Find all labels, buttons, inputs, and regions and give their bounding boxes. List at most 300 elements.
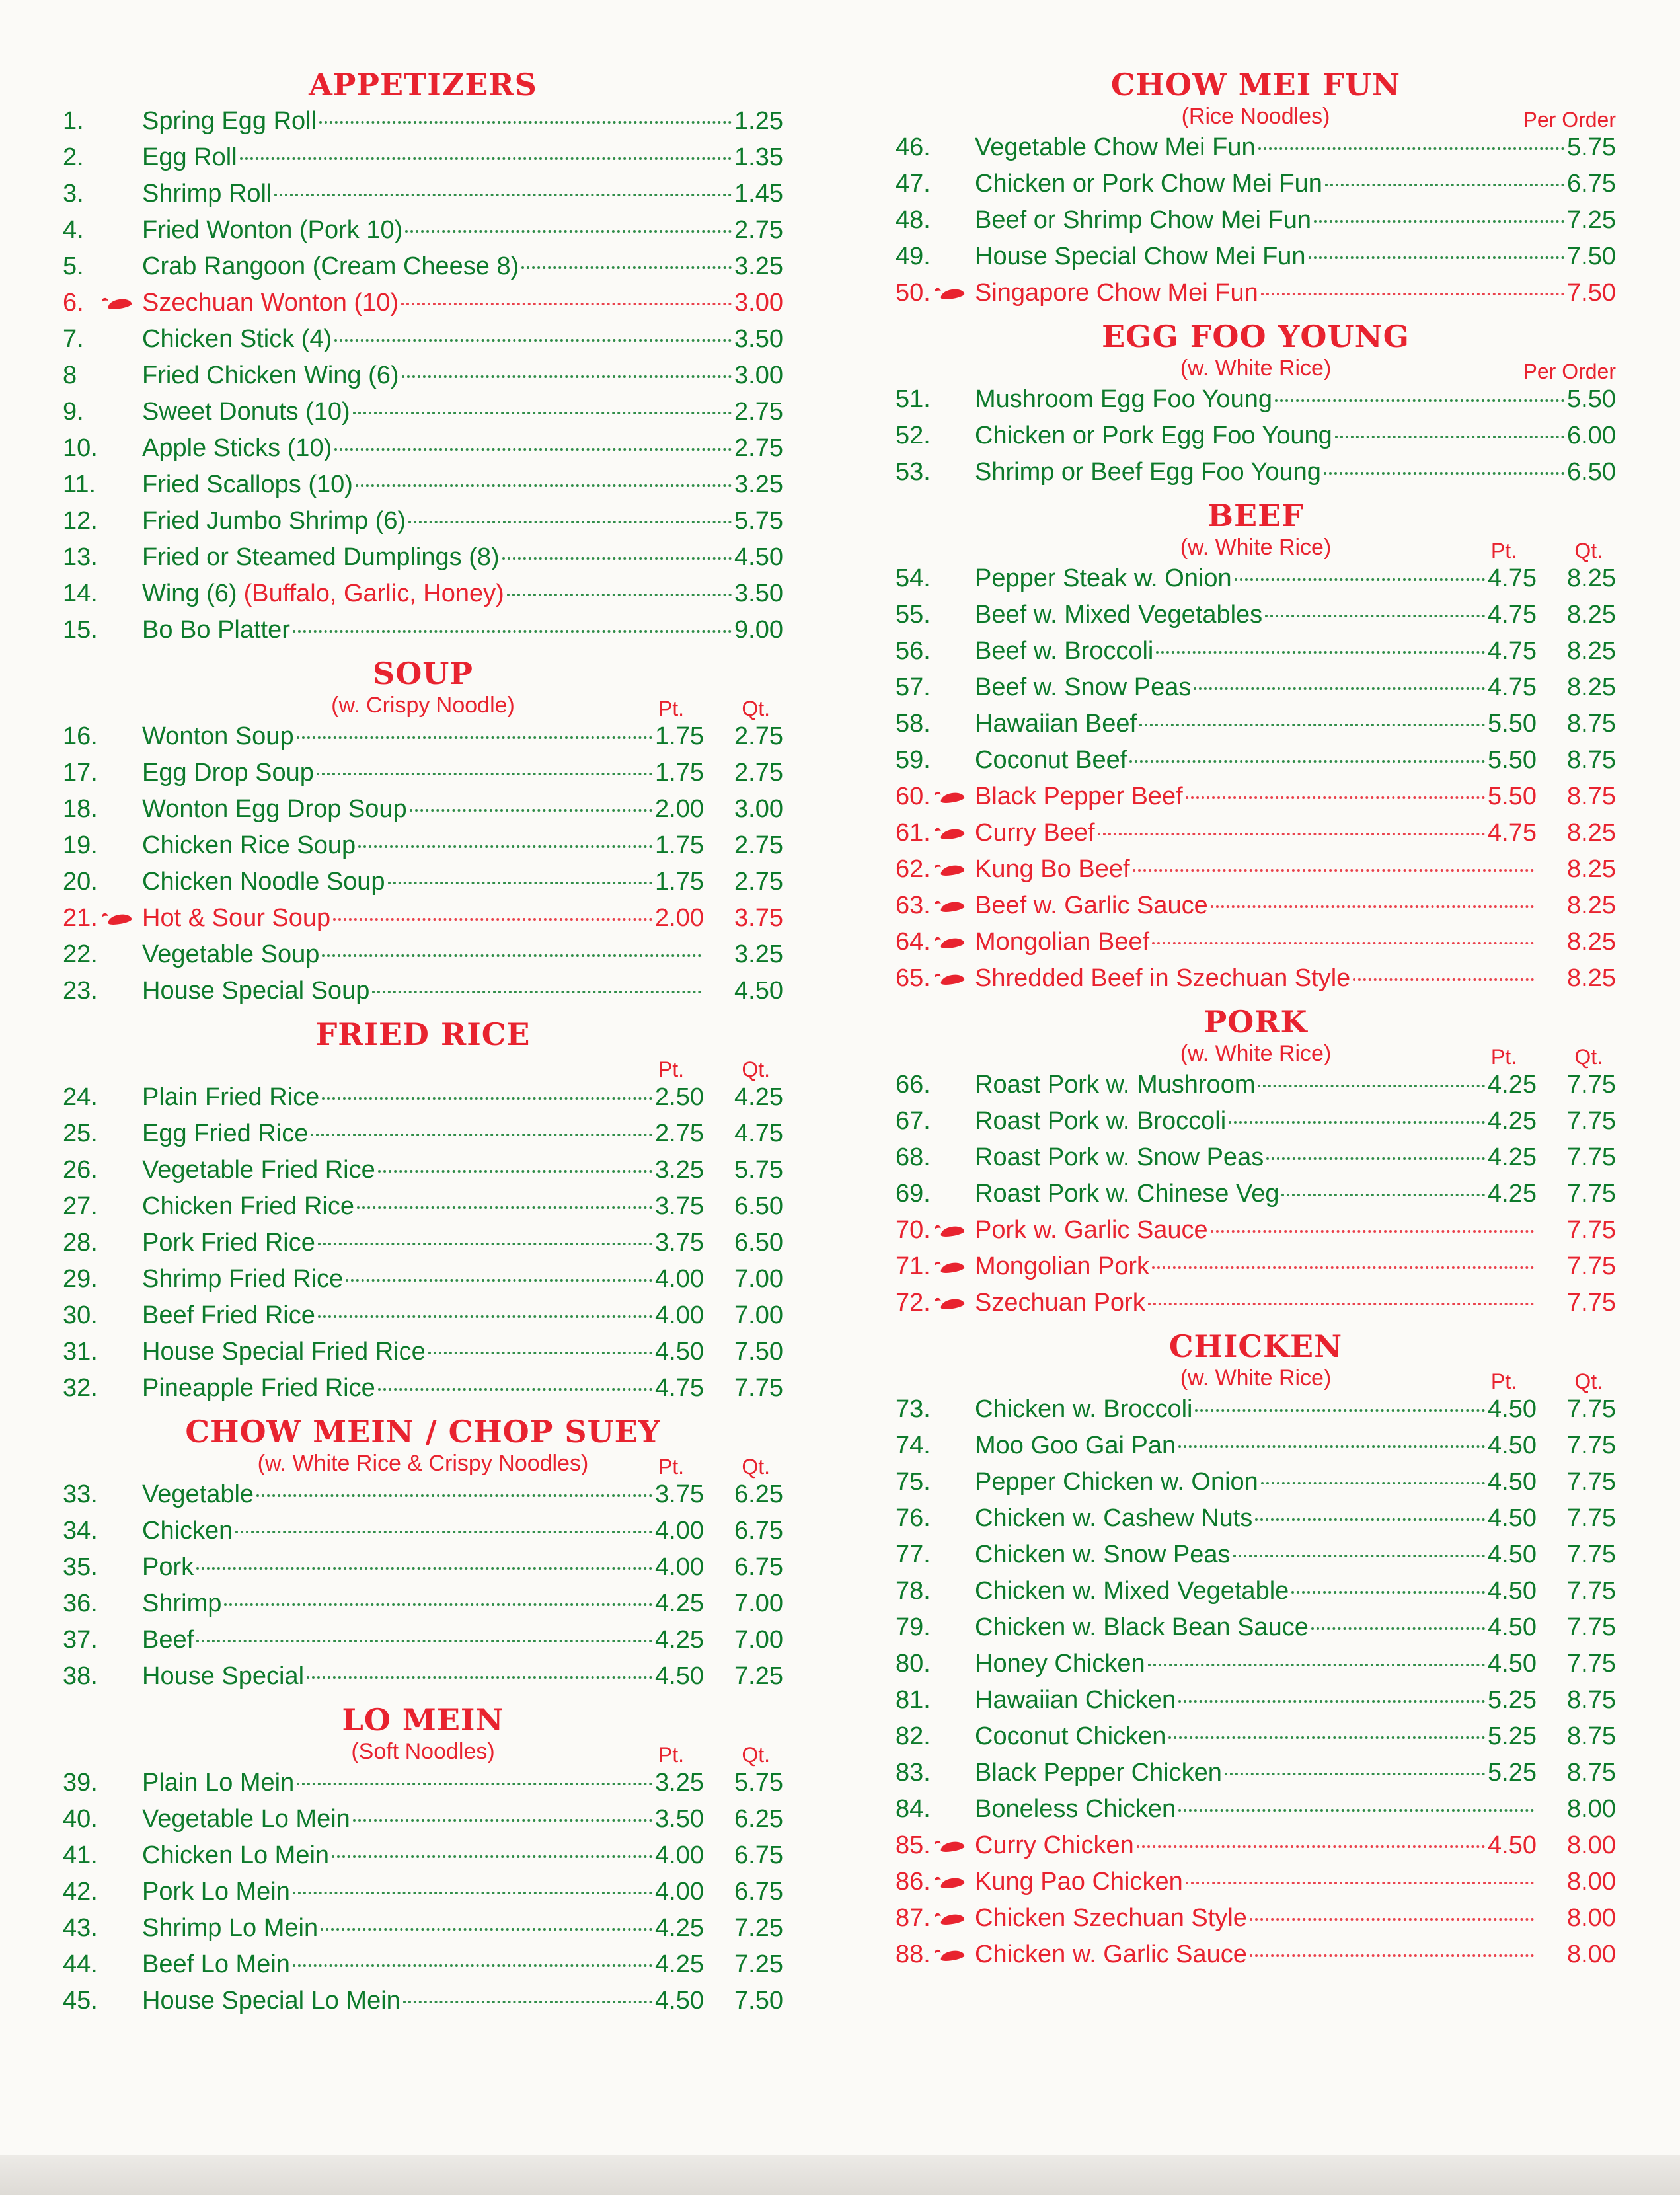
- item-name: Chicken w. Broccoli: [975, 1395, 1193, 1423]
- menu-item: [63, 755, 783, 791]
- item-price: 4.75: [1488, 819, 1537, 847]
- item-number: [63, 1765, 142, 1801]
- item-number: [63, 1658, 142, 1695]
- item-name: Egg Drop Soup: [142, 759, 314, 787]
- dot-leader: [293, 630, 732, 633]
- item-price: 1.25: [734, 107, 783, 135]
- dot-leader: [240, 157, 732, 160]
- dot-leader: [1314, 220, 1564, 223]
- item-price-quart: 7.75: [1567, 1613, 1616, 1641]
- dot-leader: [1186, 1882, 1534, 1884]
- dot-leader: [224, 1603, 652, 1606]
- dot-leader: [1266, 1157, 1485, 1160]
- item-price-quart: 8.75: [1567, 1686, 1616, 1714]
- item-number-text: 6.: [63, 289, 84, 317]
- dot-leader: [388, 882, 652, 884]
- menu-column-right: [896, 66, 1616, 1980]
- item-price-quart: 2.75: [734, 722, 783, 750]
- item-price: 4.50: [1488, 1395, 1537, 1423]
- item-number: [896, 888, 975, 924]
- item-number-text: 29.: [63, 1265, 98, 1293]
- item-price-quart: 6.25: [734, 1805, 783, 1833]
- item-number-text: 43.: [63, 1914, 98, 1942]
- item-number: [63, 791, 142, 828]
- item-price-quart: 7.75: [1567, 1468, 1616, 1496]
- item-number-text: 60.: [896, 783, 931, 810]
- item-name: Chicken: [142, 1517, 233, 1545]
- section-subheader: [896, 355, 1616, 381]
- dot-leader: [1225, 1773, 1485, 1775]
- item-price-quart: 3.25: [734, 941, 783, 968]
- item-number: [63, 103, 142, 139]
- item-number-text: 5.: [63, 252, 84, 280]
- item-price-quart: 7.25: [734, 1662, 783, 1690]
- item-number: [896, 1249, 975, 1285]
- dot-leader: [1281, 1194, 1485, 1196]
- item-price-quart: 8.25: [1567, 892, 1616, 919]
- item-number: [896, 924, 975, 960]
- item-number: [63, 1874, 142, 1910]
- item-price: 2.75: [734, 398, 783, 426]
- dot-leader: [235, 1531, 652, 1533]
- menu-item: [63, 103, 783, 139]
- dot-leader: [1178, 1700, 1485, 1703]
- item-price-quart: 7.75: [1567, 1577, 1616, 1605]
- item-name: Apple Sticks (10): [142, 434, 332, 462]
- hot-pepper-icon: [940, 791, 965, 804]
- item-price-quart: 2.75: [734, 759, 783, 787]
- item-price-quart: 7.00: [734, 1590, 783, 1617]
- item-number: [63, 394, 142, 430]
- menu-item: [63, 467, 783, 503]
- menu-item: [896, 1103, 1616, 1139]
- item-price: 4.50: [655, 1662, 704, 1690]
- menu-item: [63, 1188, 783, 1225]
- item-price: 2.75: [734, 216, 783, 244]
- item-number: [63, 539, 142, 576]
- item-number-text: 27.: [63, 1192, 98, 1220]
- item-name: Mongolian Beef: [975, 928, 1150, 956]
- item-number-text: 68.: [896, 1143, 931, 1171]
- menu-section: [896, 66, 1616, 311]
- dot-leader: [1178, 1445, 1485, 1448]
- item-price-quart: 2.75: [734, 831, 783, 859]
- item-name: Spring Egg Roll: [142, 107, 317, 135]
- dot-leader: [1235, 578, 1485, 581]
- menu-item: [896, 1500, 1616, 1537]
- dot-leader: [410, 809, 652, 812]
- dot-leader: [353, 412, 732, 414]
- dot-leader: [1137, 1845, 1485, 1848]
- dot-leader: [1133, 869, 1534, 872]
- item-number: [896, 960, 975, 997]
- dot-leader: [293, 1964, 652, 1967]
- item-number-text: 71.: [896, 1252, 931, 1280]
- section-subtitle: (w. White Rice): [1180, 1041, 1332, 1066]
- item-price: 6.50: [1567, 458, 1616, 486]
- item-number-text: 3.: [63, 180, 84, 208]
- item-price: 7.50: [1567, 243, 1616, 270]
- item-name: Plain Lo Mein: [142, 1769, 295, 1796]
- dot-leader: [319, 121, 732, 124]
- menu-item: [63, 1549, 783, 1586]
- item-price: 4.50: [1488, 1504, 1537, 1532]
- menu-item: [63, 1079, 783, 1116]
- item-number-text: 13.: [63, 543, 98, 571]
- menu-item: [63, 1261, 783, 1297]
- item-number-text: 75.: [896, 1468, 931, 1496]
- item-price-quart: 8.25: [1567, 964, 1616, 992]
- item-number-text: 37.: [63, 1626, 98, 1654]
- menu-item: [63, 1765, 783, 1801]
- section-subtitle: (w. White Rice & Crispy Noodles): [257, 1451, 589, 1476]
- item-number: [896, 1718, 975, 1755]
- item-price: 4.00: [655, 1265, 704, 1293]
- item-price-quart: 4.25: [734, 1083, 783, 1111]
- menu-item: [63, 430, 783, 467]
- item-price: 3.75: [655, 1481, 704, 1508]
- section-title: PORK: [1203, 1004, 1308, 1040]
- item-name: Wonton Soup: [142, 722, 294, 750]
- price-header-quart: Qt.: [1574, 1045, 1603, 1069]
- section-subheader: [896, 534, 1616, 560]
- item-name: Pork Fried Rice: [142, 1229, 315, 1256]
- item-price-quart: 8.25: [1567, 928, 1616, 956]
- dot-leader: [1156, 651, 1485, 654]
- item-name: Roast Pork w. Mushroom: [975, 1071, 1256, 1098]
- item-price: 3.25: [655, 1156, 704, 1184]
- item-name: Vegetable: [142, 1481, 254, 1508]
- item-number: [896, 1609, 975, 1646]
- item-name: Plain Fried Rice: [142, 1083, 320, 1111]
- item-price-quart: 7.75: [1567, 1541, 1616, 1568]
- menu-item: [896, 454, 1616, 490]
- hot-pepper-icon: [940, 288, 965, 301]
- item-number-text: 33.: [63, 1481, 98, 1508]
- item-price-quart: 8.25: [1567, 819, 1616, 847]
- item-number: [63, 828, 142, 864]
- price-header-pint: Pt.: [658, 1743, 684, 1767]
- item-number-text: 17.: [63, 759, 98, 787]
- item-number: [896, 815, 975, 851]
- hot-pepper-icon: [940, 1225, 965, 1238]
- item-price-quart: 2.75: [734, 868, 783, 896]
- menu-section: [63, 1016, 783, 1406]
- item-number-text: 81.: [896, 1686, 931, 1714]
- item-price: 5.25: [1488, 1759, 1537, 1787]
- dot-leader: [428, 1352, 652, 1354]
- item-number-text: 84.: [896, 1795, 931, 1823]
- item-number: [896, 1067, 975, 1103]
- menu-item: [896, 706, 1616, 742]
- item-name: Beef w. Broccoli: [975, 637, 1154, 665]
- item-price: 4.25: [655, 1590, 704, 1617]
- item-number-text: 50.: [896, 279, 931, 307]
- dot-leader: [256, 1494, 652, 1497]
- menu-item: [63, 791, 783, 828]
- section-subtitle: (w. White Rice): [1180, 356, 1332, 381]
- item-number: [896, 1176, 975, 1212]
- dot-leader: [1168, 1736, 1485, 1739]
- item-number-text: 4.: [63, 216, 84, 244]
- item-price: 4.50: [1488, 1831, 1537, 1859]
- item-number: [63, 1188, 142, 1225]
- dot-leader: [378, 1388, 652, 1391]
- item-number-text: 79.: [896, 1613, 931, 1641]
- hot-pepper-icon: [940, 828, 965, 841]
- dot-leader: [1194, 687, 1485, 690]
- item-name: Chicken Stick (4): [142, 325, 332, 353]
- item-name: Chicken Fried Rice: [142, 1192, 354, 1220]
- item-number: [896, 1464, 975, 1500]
- menu-item: [896, 239, 1616, 275]
- item-number: [896, 1573, 975, 1609]
- menu-item: [896, 779, 1616, 815]
- hot-pepper-icon: [940, 973, 965, 986]
- item-price-quart: 8.75: [1567, 710, 1616, 738]
- item-price-quart: 6.75: [734, 1517, 783, 1545]
- item-name: Chicken w. Mixed Vegetable: [975, 1577, 1289, 1605]
- item-price-quart: 6.50: [734, 1192, 783, 1220]
- item-price-quart: 7.75: [1567, 1504, 1616, 1532]
- item-price: 3.25: [734, 252, 783, 280]
- item-price-quart: 8.25: [1567, 674, 1616, 701]
- item-name: Chicken w. Snow Peas: [975, 1541, 1231, 1568]
- item-price: 4.75: [1488, 564, 1537, 592]
- menu-item: [896, 1791, 1616, 1828]
- item-number-text: 61.: [896, 819, 931, 847]
- item-name: House Special Soup: [142, 977, 370, 1005]
- item-price: 3.25: [734, 471, 783, 498]
- item-name: Boneless Chicken: [975, 1795, 1176, 1823]
- menu-item: [63, 394, 783, 430]
- section-subtitle: (w. Crispy Noodle): [331, 693, 515, 718]
- item-name: Roast Pork w. Broccoli: [975, 1107, 1227, 1135]
- dot-leader: [1178, 1809, 1534, 1812]
- item-number-text: 34.: [63, 1517, 98, 1545]
- item-name: Chicken w. Cashew Nuts: [975, 1504, 1253, 1532]
- item-number: [63, 358, 142, 394]
- section-subheader: [63, 1053, 783, 1079]
- item-price-quart: 8.25: [1567, 855, 1616, 883]
- item-number-text: 15.: [63, 616, 98, 644]
- item-number: [896, 1864, 975, 1900]
- price-header-quart: Qt.: [742, 1058, 770, 1081]
- item-price-quart: 7.00: [734, 1265, 783, 1293]
- item-price-quart: 6.75: [734, 1553, 783, 1581]
- item-number: [63, 937, 142, 973]
- dot-leader: [402, 375, 732, 378]
- item-number-text: 19.: [63, 831, 98, 859]
- menu-item: [63, 576, 783, 612]
- item-price-quart: 8.75: [1567, 746, 1616, 774]
- item-number: [63, 1622, 142, 1658]
- item-number: [896, 275, 975, 311]
- item-number: [63, 1152, 142, 1188]
- menu-item: [896, 924, 1616, 960]
- item-name: Chicken Noodle Soup: [142, 868, 385, 896]
- item-number: [896, 418, 975, 454]
- item-name: Kung Pao Chicken: [975, 1868, 1183, 1896]
- hot-pepper-icon: [940, 864, 965, 877]
- item-price: 2.00: [655, 904, 704, 932]
- item-price-quart: 8.75: [1567, 1722, 1616, 1750]
- item-price: 4.75: [1488, 674, 1537, 701]
- item-price: 3.25: [655, 1769, 704, 1796]
- item-number-text: 78.: [896, 1577, 931, 1605]
- price-header-pint: Pt.: [658, 697, 684, 720]
- item-number: [896, 239, 975, 275]
- item-price-quart: 7.50: [734, 1338, 783, 1366]
- menu-item: [63, 900, 783, 937]
- price-header-quart: Qt.: [1574, 539, 1603, 562]
- item-price: 3.50: [734, 325, 783, 353]
- item-price: 5.50: [1488, 783, 1537, 810]
- item-price: 4.00: [655, 1841, 704, 1869]
- hot-pepper-icon: [940, 1913, 965, 1926]
- item-number-text: 53.: [896, 458, 931, 486]
- item-number: [63, 900, 142, 937]
- menu-item: [896, 1139, 1616, 1176]
- price-header-pint: Pt.: [658, 1058, 684, 1081]
- dot-leader: [196, 1567, 652, 1570]
- item-number: [63, 1946, 142, 1983]
- item-number-text: 11.: [63, 471, 96, 498]
- item-number-text: 69.: [896, 1180, 931, 1208]
- item-name: Mushroom Egg Foo Young: [975, 385, 1272, 413]
- menu-item: [896, 1900, 1616, 1937]
- item-number-text: 56.: [896, 637, 931, 665]
- menu-item: [63, 1586, 783, 1622]
- item-number: [63, 1079, 142, 1116]
- item-number-text: 85.: [896, 1831, 931, 1859]
- menu-item: [896, 597, 1616, 633]
- menu-item: [896, 1249, 1616, 1285]
- item-number-text: 38.: [63, 1662, 98, 1690]
- item-price: 2.75: [734, 434, 783, 462]
- menu-item: [63, 1910, 783, 1946]
- menu-item: [63, 212, 783, 249]
- item-name: Fried Scallops (10): [142, 471, 353, 498]
- price-header-quart: Qt.: [742, 1455, 770, 1479]
- item-price-quart: 7.75: [734, 1374, 783, 1402]
- item-number: [896, 1428, 975, 1464]
- item-number-text: 48.: [896, 206, 931, 234]
- item-number-text: 35.: [63, 1553, 98, 1581]
- dot-leader: [1229, 1121, 1485, 1124]
- item-price-quart: 7.75: [1567, 1289, 1616, 1317]
- menu-item: [63, 1983, 783, 2019]
- menu-item: [896, 381, 1616, 418]
- item-number: [896, 706, 975, 742]
- dot-leader: [357, 1206, 652, 1209]
- item-price-quart: 7.75: [1567, 1180, 1616, 1208]
- item-name: Singapore Chow Mei Fun: [975, 279, 1258, 307]
- item-number: [896, 1212, 975, 1249]
- dot-leader: [1353, 978, 1534, 981]
- item-price: 4.25: [655, 1950, 704, 1978]
- item-name: Beef w. Mixed Vegetables: [975, 601, 1263, 629]
- dot-leader: [1129, 760, 1485, 763]
- item-name: Szechuan Pork: [975, 1289, 1145, 1317]
- price-header-pint: Pt.: [658, 1455, 684, 1479]
- dot-leader: [1250, 1918, 1534, 1921]
- item-price: 4.75: [1488, 601, 1537, 629]
- item-number-text: 7.: [63, 325, 84, 353]
- item-number: [63, 212, 142, 249]
- item-name: House Special Lo Mein: [142, 1987, 401, 2015]
- item-price: 4.00: [655, 1878, 704, 1906]
- item-number: [63, 718, 142, 755]
- item-name: Hawaiian Beef: [975, 710, 1137, 738]
- hot-pepper-icon: [107, 297, 132, 311]
- item-price: 7.50: [1567, 279, 1616, 307]
- menu-item: [896, 1464, 1616, 1500]
- item-name: Fried Jumbo Shrimp (6): [142, 507, 406, 535]
- item-price-quart: 7.75: [1567, 1143, 1616, 1171]
- item-price-quart: 6.75: [734, 1841, 783, 1869]
- dot-leader: [1195, 1409, 1485, 1412]
- item-price: 4.50: [1488, 1468, 1537, 1496]
- item-number: [896, 779, 975, 815]
- menu-column-left: [63, 66, 783, 2026]
- menu-item: [63, 539, 783, 576]
- item-number-text: 52.: [896, 422, 931, 449]
- dot-leader: [297, 736, 652, 739]
- item-name: Chicken w. Garlic Sauce: [975, 1941, 1247, 1968]
- item-name: Shrimp or Beef Egg Foo Young: [975, 458, 1321, 486]
- page-bottom-edge: [0, 2155, 1680, 2195]
- item-name: Vegetable Chow Mei Fun: [975, 134, 1256, 161]
- item-price-quart: 8.00: [1567, 1868, 1616, 1896]
- dot-leader: [1233, 1555, 1486, 1557]
- item-number: [896, 1391, 975, 1428]
- dot-leader: [307, 1676, 652, 1679]
- item-name: Vegetable Fried Rice: [142, 1156, 375, 1184]
- item-number: [63, 176, 142, 212]
- item-price: 3.00: [734, 289, 783, 317]
- item-price-quart: 8.00: [1567, 1795, 1616, 1823]
- dot-leader: [334, 448, 732, 451]
- item-options: (Buffalo, Garlic, Honey): [243, 580, 504, 607]
- item-price-quart: 7.75: [1567, 1432, 1616, 1459]
- dot-leader: [317, 773, 652, 775]
- dot-leader: [311, 1134, 652, 1136]
- item-number: [896, 1828, 975, 1864]
- item-name: Hot & Sour Soup: [142, 904, 331, 932]
- menu-item: [63, 1946, 783, 1983]
- item-name: Shrimp Roll: [142, 180, 272, 208]
- price-header-per-order: Per Order: [1523, 108, 1616, 132]
- hot-pepper-icon: [107, 913, 132, 926]
- item-name: Sweet Donuts (10): [142, 398, 350, 426]
- menu-item: [896, 1391, 1616, 1428]
- price-header-quart: Qt.: [1574, 1369, 1603, 1393]
- item-price-quart: 4.75: [734, 1120, 783, 1147]
- item-price-quart: 7.00: [734, 1626, 783, 1654]
- item-number-text: 51.: [896, 385, 931, 413]
- item-number-text: 28.: [63, 1229, 98, 1256]
- dot-leader: [1258, 147, 1564, 150]
- item-number-text: 16.: [63, 722, 98, 750]
- item-price-quart: 6.50: [734, 1229, 783, 1256]
- dot-leader: [1255, 1518, 1485, 1521]
- item-price: 5.50: [1567, 385, 1616, 413]
- dot-leader: [1211, 1230, 1534, 1233]
- item-price: 4.00: [655, 1517, 704, 1545]
- dot-leader: [405, 230, 732, 233]
- item-number-text: 9.: [63, 398, 84, 426]
